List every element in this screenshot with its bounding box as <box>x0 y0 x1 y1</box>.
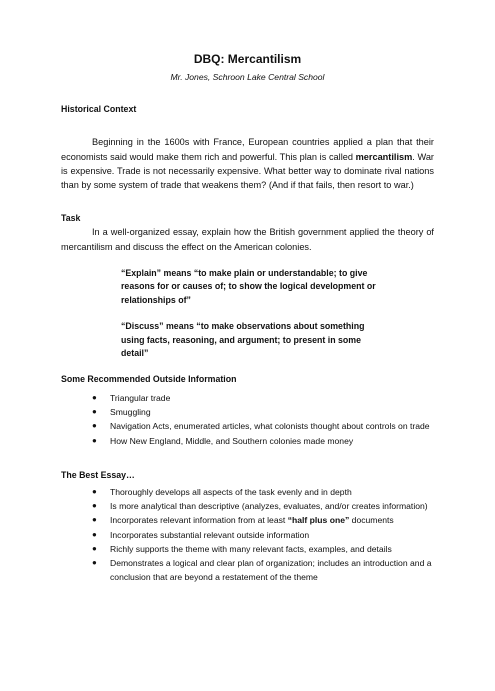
bullet-icon: ● <box>92 543 97 553</box>
list-item: ● Demonstrates a logical and clear plan of organization; includes an introduction and a conclusion that are beyond a restatement of the theme <box>92 558 432 583</box>
best-essay-heading: The Best Essay… <box>61 469 135 480</box>
list-item: ● Smuggling <box>92 405 434 419</box>
list-item: ● Incorporates relevant information from at least “half plus one” documents <box>92 513 434 527</box>
definitions-block <box>121 267 381 361</box>
outside-information-list <box>61 391 434 448</box>
explain-definition: “Explain” means “to make plain or understandable; to give reasons for or causes of; to show the logical development or relationships of” <box>121 267 376 305</box>
bullet-icon: ● <box>92 529 97 539</box>
bullet-icon: ● <box>92 435 97 445</box>
outside-information-heading: Some Recommended Outside Information <box>61 373 237 384</box>
bullet-icon: ● <box>92 393 97 403</box>
historical-context-text-after: . War is expensive. Trade is not necessarily expensive. What better way to dominate rival nations than by some system of trade that weakens them? (And if that fails, then resort to war.) <box>61 151 434 191</box>
bullet-icon: ● <box>92 407 97 417</box>
bullet-icon: ● <box>92 515 97 525</box>
mercantilism-term: mercantilism <box>355 151 413 162</box>
list-item: ● Incorporates substantial relevant outside information <box>92 528 434 542</box>
bullet-icon: ● <box>92 487 97 497</box>
best-essay-list <box>61 485 434 584</box>
task-paragraph: In a well-organized essay, explain how the British government applied the theory of mercantilism and discuss the effect on the American colonies. <box>61 227 434 252</box>
historical-context-paragraph <box>61 135 434 192</box>
list-item: ● Navigation Acts, enumerated articles, what colonists thought about controls on trade <box>92 419 434 433</box>
bullet-icon: ● <box>92 501 97 511</box>
document-page <box>0 51 495 691</box>
list-item: ● How New England, Middle, and Southern colonies made money <box>92 434 434 448</box>
bullet-icon: ● <box>92 421 97 431</box>
task-heading: Task <box>61 213 81 224</box>
list-item: ● Thoroughly develops all aspects of the task evenly and in depth <box>92 485 434 499</box>
bullet-icon: ● <box>92 558 97 568</box>
half-plus-one-emphasis: “half plus one” <box>287 515 350 526</box>
list-item: ● Triangular trade <box>92 391 434 405</box>
list-item: ● Is more analytical than descriptive (analyzes, evaluates, and/or creates information) <box>92 499 434 513</box>
discuss-definition: “Discuss” means “to make observations about something using facts, reasoning, and argument; to present in some detail” <box>121 321 365 359</box>
historical-context-text-before: Beginning in the 1600s with France, European countries applied a plan that their economists said would make them rich and powerful. This plan is called <box>61 137 434 162</box>
document-title: DBQ: Mercantilism <box>193 52 302 66</box>
historical-context-heading: Historical Context <box>61 104 137 115</box>
list-item: ● Richly supports the theme with many relevant facts, examples, and details <box>92 542 434 556</box>
document-byline: Mr. Jones, Schroon Lake Central School <box>170 72 325 82</box>
